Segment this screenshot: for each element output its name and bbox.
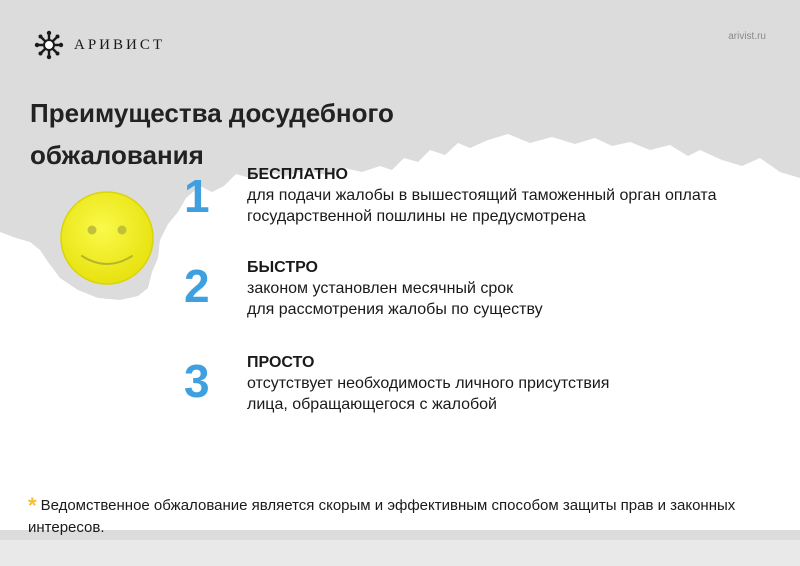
benefit-free	[247, 164, 717, 227]
site-url: arivist.ru	[728, 31, 766, 42]
footnote-text: Ведомственное обжалование является скорым и эффективным способом защиты прав и законных интересов.	[28, 497, 736, 536]
benefit-text: для подачи жалобы в вышестоящий таможенный орган оплата государственной пошлины не предусмотрена	[247, 187, 717, 225]
footnote	[28, 495, 768, 539]
number-1: 1	[184, 170, 210, 222]
logo	[34, 30, 165, 60]
number-3: 3	[184, 355, 210, 407]
benefit-heading: БЫСТРО	[247, 259, 318, 276]
number-2: 2	[184, 260, 210, 312]
benefit-heading: БЕСПЛАТНО	[247, 166, 348, 183]
benefit-text: отсутствует необходимость личного присутствия лица, обращающегося с жалобой	[247, 375, 610, 413]
benefit-heading: ПРОСТО	[247, 354, 315, 371]
benefit-simple	[247, 352, 747, 415]
benefit-text: законом установлен месячный срок для рассмотрения жалобы по существу	[247, 280, 543, 318]
asterisk-knot-icon	[34, 30, 64, 60]
page-title: Преимущества досудебного обжалования	[30, 98, 394, 170]
footnote-star-marker: *	[28, 493, 37, 518]
benefit-fast	[247, 257, 747, 320]
logo-text: АРИВИСТ	[74, 36, 166, 53]
smiley-face-icon	[59, 190, 155, 286]
